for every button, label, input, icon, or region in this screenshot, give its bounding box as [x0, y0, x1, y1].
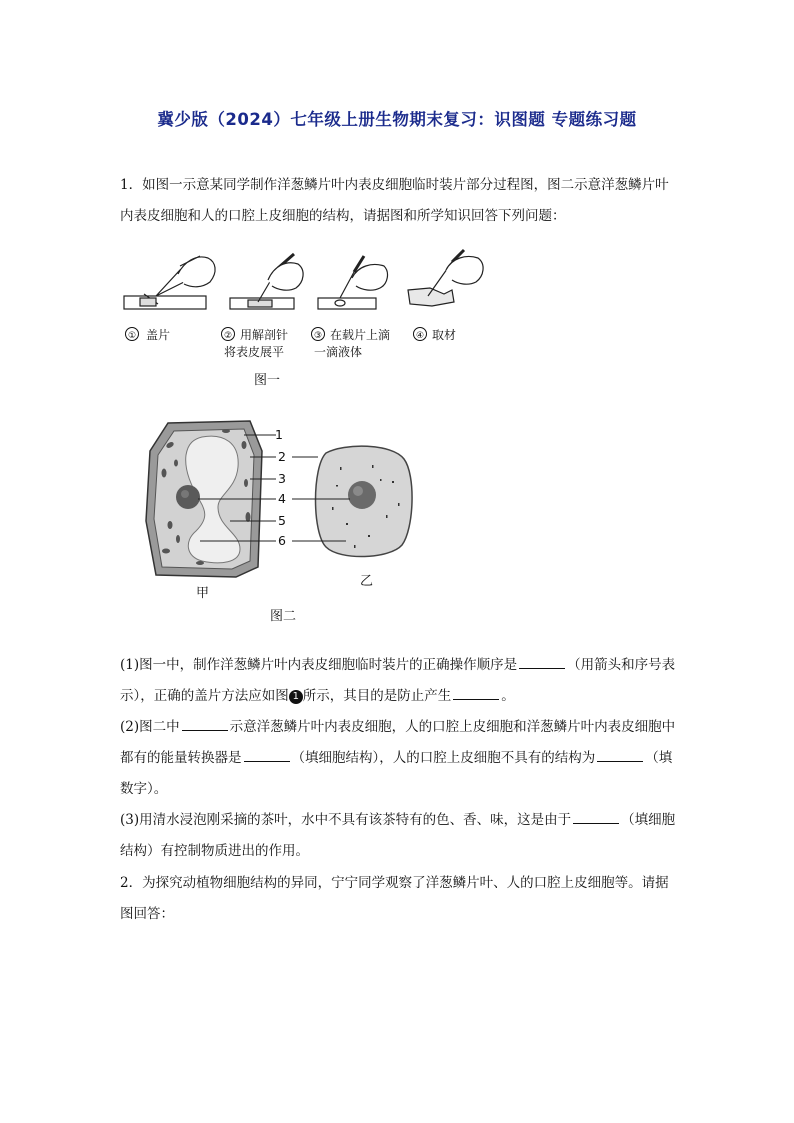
step-4-label: 取材 [432, 328, 457, 342]
step-3-num: ③ [313, 331, 323, 341]
step-1-label: 盖片 [146, 328, 171, 342]
cell-a-label: 甲 [196, 586, 210, 601]
circled-number: 1 [289, 690, 303, 704]
label-2: 2 [278, 449, 286, 464]
figure-2-caption: 图二 [270, 609, 297, 624]
answer-blank[interactable] [597, 747, 643, 762]
sub-question-3: (3)用清水浸泡刚采摘的茶叶，水中不具有该茶特有的色、香、味，这是由于 （填细胞结构）有控制物质进出的作用。 [120, 805, 680, 867]
sub-question-2: (2)图二中 示意洋葱鳞片叶内表皮细胞，人的口腔上皮细胞和洋葱鳞片叶内表皮细胞中都有的能量转换器是 （填细胞结构），人的口腔上皮细胞不具有的结构为 （填数字）。 [120, 712, 680, 805]
page-title: 冀少版（2024）七年级上册生物期末复习：识图题 专题练习题 [157, 110, 637, 129]
answer-blank[interactable] [519, 654, 565, 669]
answer-blank[interactable] [573, 809, 619, 824]
cell-b-label: 乙 [360, 574, 374, 589]
step-3-label-line1: 在载片上滴 [330, 328, 391, 342]
label-3: 3 [278, 471, 286, 486]
label-5: 5 [278, 513, 286, 528]
step-4-num: ④ [415, 331, 425, 341]
figure-1 [118, 248, 498, 390]
step-2-illustration [230, 254, 303, 309]
label-4: 4 [278, 491, 286, 506]
question-1-stem: 1．如图一示意某同学制作洋葱鳞片叶内表皮细胞临时装片部分过程图，图二示意洋葱鳞片叶内表皮细胞和人的口腔上皮细胞的结构，请据图和所学知识回答下列问题： [120, 177, 669, 224]
question-2-stem: 2．为探究动植物细胞结构的异同，宁宁同学观察了洋葱鳞片叶、人的口腔上皮细胞等。请据图回答： [120, 875, 669, 922]
step-3-label-line2: 一滴液体 [314, 345, 363, 359]
step-1-illustration [124, 256, 215, 309]
label-1: 1 [275, 427, 283, 442]
sub-question-1: (1)图一中，制作洋葱鳞片叶内表皮细胞临时装片的正确操作顺序是 （用箭头和序号表示），正确的盖片方法应如图 1 所示，其目的是防止产生 。 [120, 650, 680, 712]
figure-2 [140, 415, 420, 630]
step-4-illustration [408, 250, 483, 306]
animal-cell [316, 446, 413, 556]
answer-blank[interactable] [453, 685, 499, 700]
step-3-illustration [318, 256, 387, 309]
step-2-label-line1: 用解剖针 [240, 328, 289, 342]
figure-1-caption: 图一 [254, 373, 281, 388]
answer-blank[interactable] [244, 747, 290, 762]
step-2-num: ② [223, 331, 233, 341]
step-2-label-line2: 将表皮展平 [224, 345, 285, 359]
label-6: 6 [278, 533, 286, 548]
step-1-num: ① [127, 331, 137, 341]
answer-blank[interactable] [182, 716, 228, 731]
